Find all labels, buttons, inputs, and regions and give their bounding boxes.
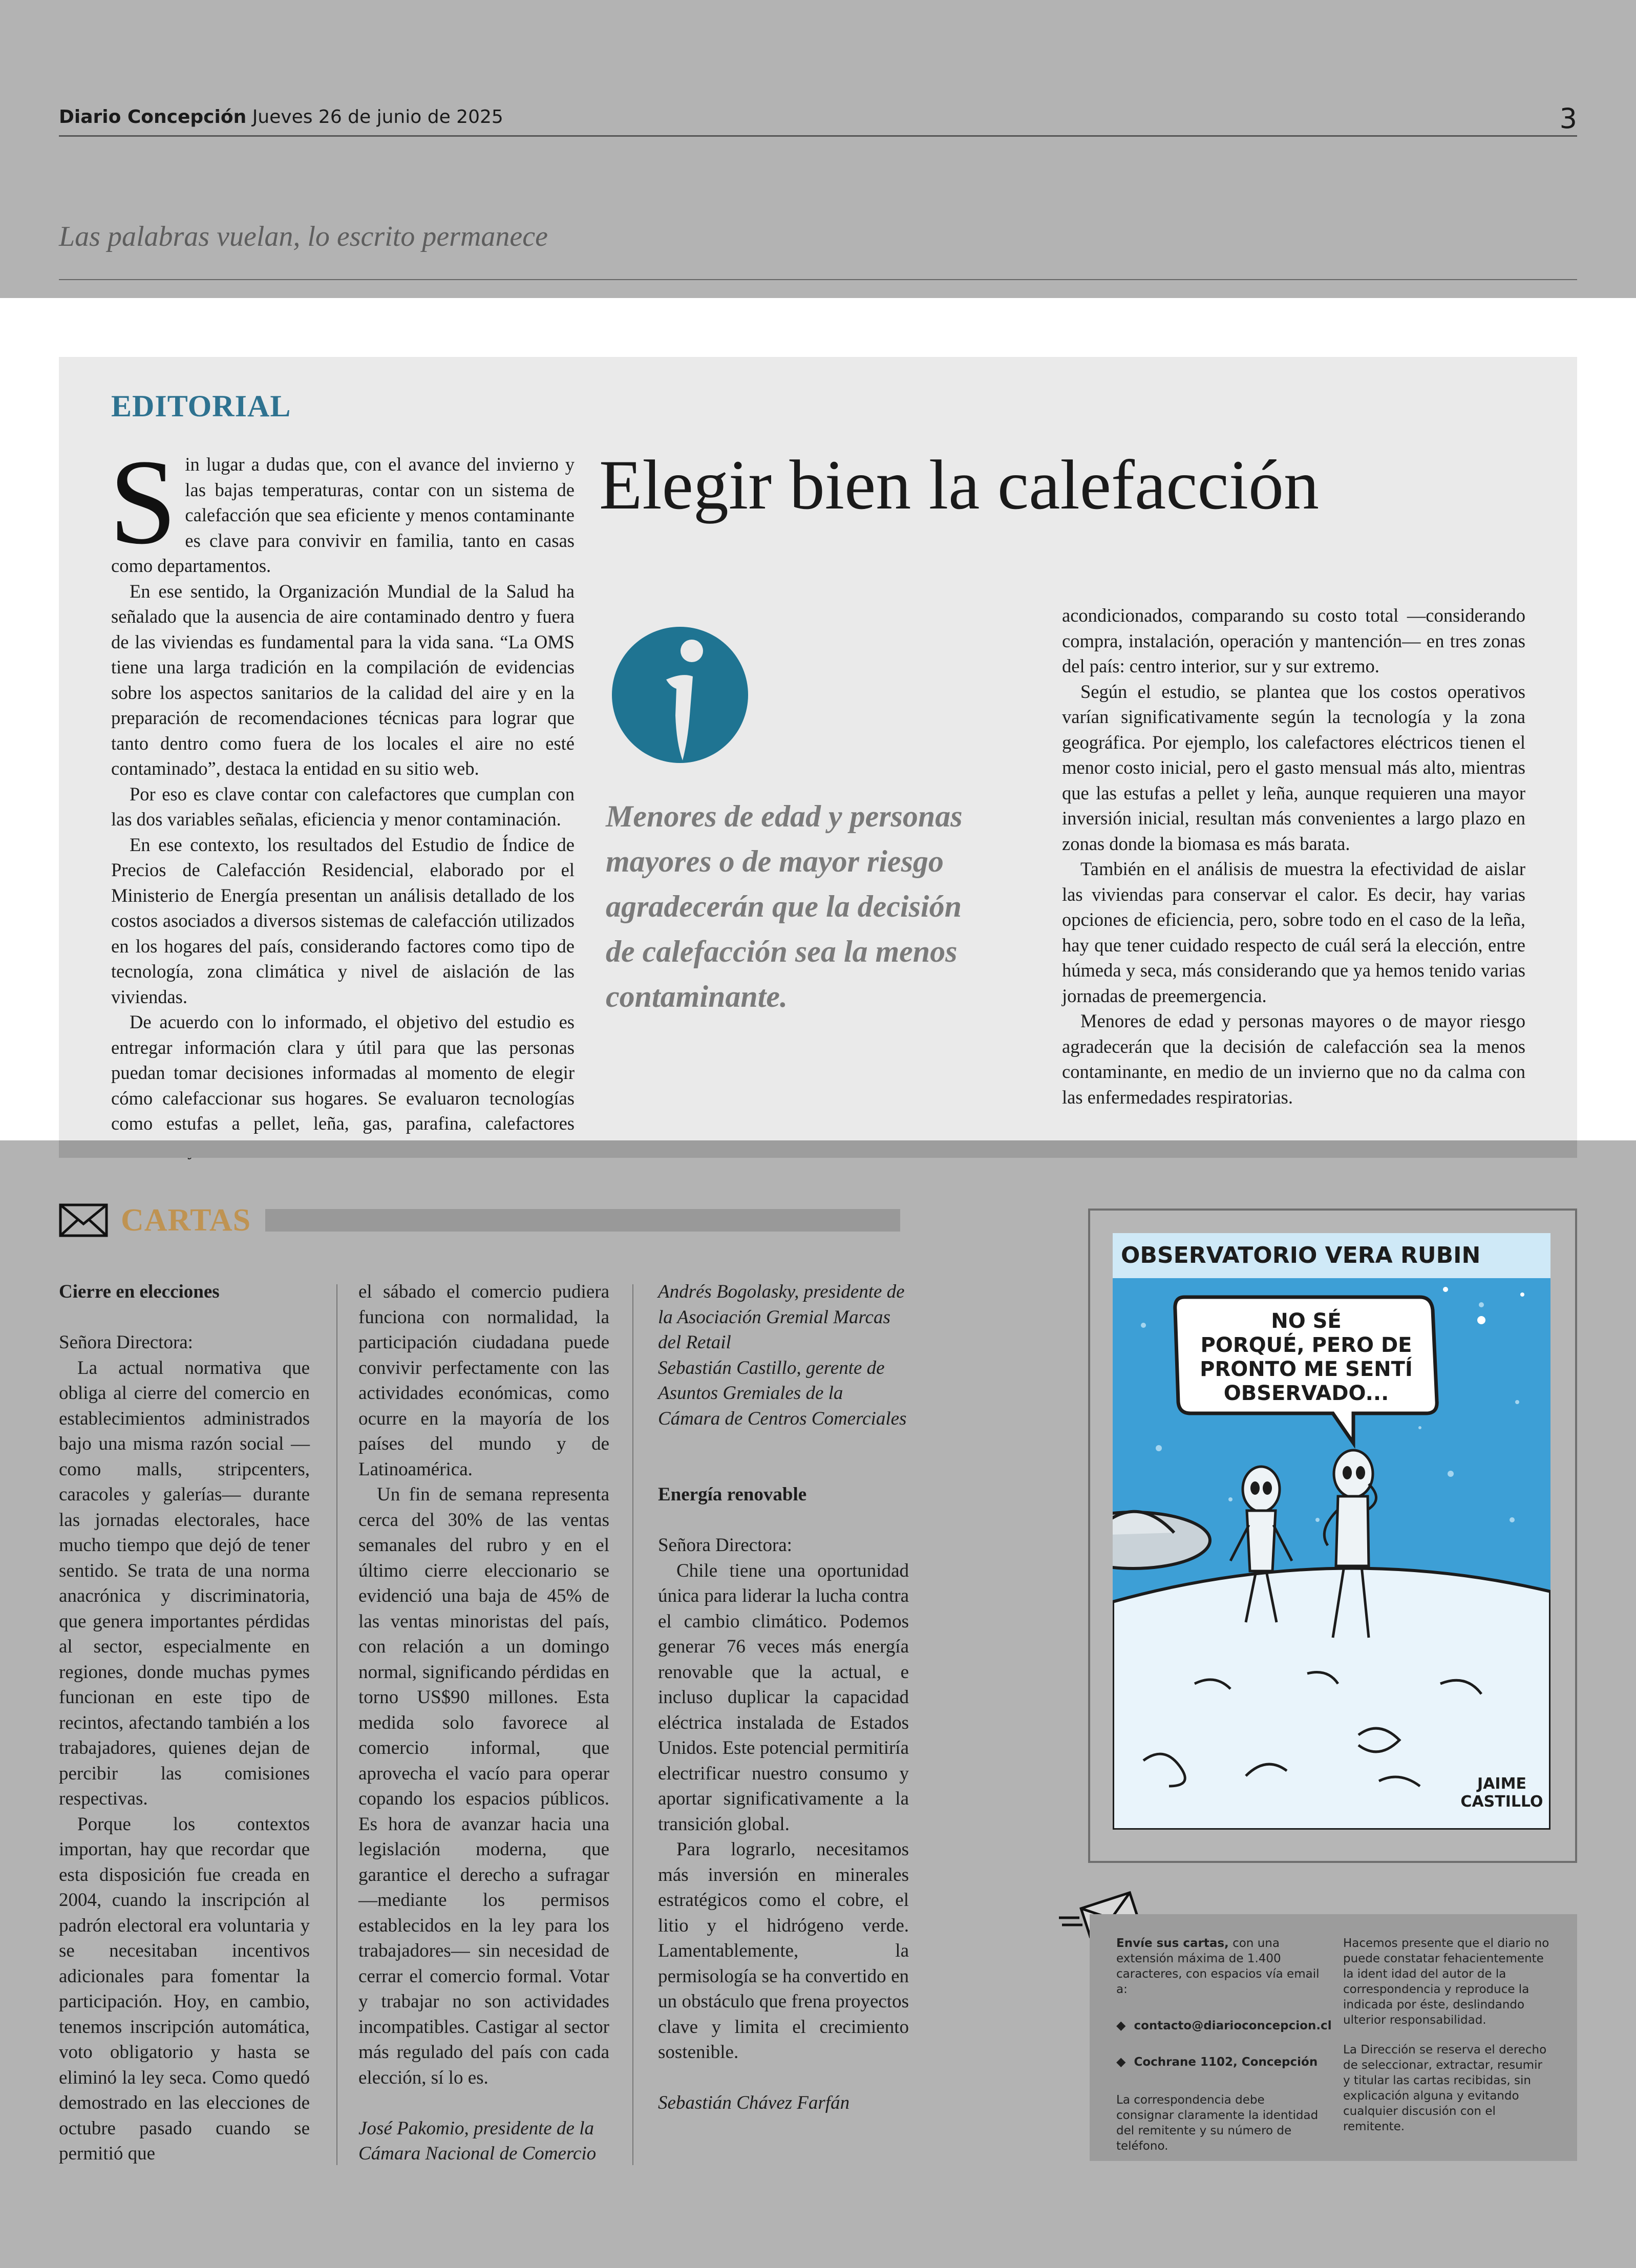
editorial-bottom-rule	[59, 1140, 1577, 1158]
info-note: La correspondencia debe consignar claramente la identidad del remitente y su número de teléfono.	[1116, 2093, 1319, 2153]
info-note: La Dirección se reserva el derecho de seleccionar, extractar, resumir y titular las cartas recibidas, sin explicación alguna y evitando cualquier discusión con el remitente.	[1343, 2043, 1547, 2133]
contact-email[interactable]: ◆ contacto@diarioconcepcion.cl	[1116, 2018, 1324, 2033]
letter-signature: Sebastián Chávez Farfán	[658, 2092, 850, 2113]
letter-signature: Andrés Bogolasky, presidente de la Asociación Gremial Marcas del Retail	[658, 1281, 905, 1353]
editorial-paragraph: También en el análisis de muestra la efectividad de aislar las viviendas para conservar el calor. Es decir, hay varias opciones de eficiencia, pero, sobre todo en el caso de la leña, hay que tener cuidado respecto de cuál será la elección, entre húmeda y seca, más considerando que ya hemos tenido varias jornadas de preemergencia.	[1062, 858, 1525, 1006]
cartas-label: CARTAS	[121, 1203, 251, 1238]
page-header	[59, 102, 1577, 137]
editorial-band	[0, 298, 1636, 1140]
letter-paragraph: Un fin de semana representa cerca del 30% de las ventas semanales del rubro y en el último cierre eleccionario se evidenció una baja de 45% de las ventas minoristas del país, con relación a un domingo normal, significando pérdidas en torno US$90 millones. Esta medida solo favorece al comercio informal, que aprovecha el vacío para operar copando los espacios públicos. Es hora de avanzar hacia una legislación moderna, que garantice el derecho a sufragar —mediante los permisos establecidos en la ley para los trabajadores— sin necesidad de cerrar el comercio formal. Votar y trabajar no son actividades incompatibles. Castigar al sector más regulado del país con cada elección, sí lo es.	[358, 1484, 609, 2088]
info-column-right	[1343, 1936, 1550, 2134]
cartoon-title: OBSERVATORIO VERA RUBIN	[1121, 1242, 1481, 1268]
issue-date: Jueves 26 de junio de 2025	[252, 107, 503, 128]
motto-text: Las palabras vuelan, lo escrito permanece	[59, 221, 548, 252]
speech-line: OBSERVADO...	[1223, 1382, 1389, 1405]
column-divider	[336, 1284, 337, 2165]
first-paragraph-text: in lugar a dudas que, con el avance del invierno y las bajas temperaturas, contar con un sistema de calefacción que sea eficiente y menos contaminante es clave para convivir en familia, tanto en casas como departamentos.	[111, 454, 575, 576]
editorial-paragraph: Según el estudio, se plantea que los costos operativos varían significativamente según la tecnología y la zona geográfica. Por ejemplo, los calefactores eléctricos tienen el menor costo inicial, pero el gasto mensual más alto, mientras que las estufas a pellet y leña, aunque requieren una mayor inversión inicial, resultan más convenientes a largo plazo en zonas donde la biomasa es más barata.	[1062, 681, 1525, 854]
info-lead	[1116, 1936, 1324, 1997]
editorial-column-3	[1062, 603, 1525, 1110]
editorial-title: Elegir bien la calefacción	[599, 446, 1320, 524]
speech-line: PORQUÉ, PERO DE	[1200, 1333, 1412, 1357]
info-icon	[611, 623, 749, 767]
letters-column-2	[358, 1279, 609, 2167]
speech-line: PRONTO ME SENTÍ	[1200, 1358, 1413, 1381]
editorial-paragraph: En ese sentido, la Organización Mundial de la Salud ha señalado que la ausencia de aire contaminado dentro y fuera de las viviendas es fundamental para la vida sana. “La OMS tiene una larga tradición en la compilación de evidencias sobre los aspectos sanitarios de la calidad del aire y en la preparación de recomendaciones técnicas para lograr que tanto dentro como fuera de los locales el aire no esté contaminado”, destaca la entidad en su sitio web.	[111, 580, 575, 779]
editorial-paragraph: Menores de edad y personas mayores o de mayor riesgo agradecerán que la decisión de calefacción sea la menos contaminante, en medio de un invierno que no da calma con las enfermedades respiratorias.	[1062, 1010, 1525, 1108]
editorial-first-paragraph	[109, 435, 575, 579]
editorial-continuation: acondicionados, comparando su costo total —considerando compra, instalación, operación y mantención— en tres zonas del país: centro interior, sur y sur extremo.	[1062, 605, 1525, 676]
letter-signature: José Pakomio, presidente de la Cámara Nacional de Comercio	[358, 2117, 597, 2164]
letters-column-3	[658, 1279, 909, 2116]
letters-column-1	[59, 1279, 310, 2167]
contact-address: ◆ Cochrane 1102, Concepción	[1116, 2054, 1324, 2070]
section-motto	[59, 220, 1577, 280]
cartas-header-bar	[265, 1209, 900, 1232]
info-note: Hacemos presente que el diario no puede constatar fehacientemente la ident idad del autor de la correspondencia y reproduce la indicada por éste, deslindando ulterior responsabilidad.	[1343, 1937, 1549, 2027]
info-column-left	[1116, 1936, 1332, 2154]
letter-salutation: Señora Directora:	[59, 1332, 193, 1353]
letter-continuation: el sábado el comercio pudiera funciona con normalidad, la participación ciudadana puede convivir perfectamente con las actividades económicas, como ocurre en la mayoría de los países del mundo y de Latinoamérica.	[358, 1281, 609, 1480]
envelope-icon	[59, 1203, 108, 1237]
letter-salutation: Señora Directora:	[658, 1535, 792, 1556]
letters-info-box	[1090, 1914, 1577, 2161]
header-masthead	[59, 107, 503, 128]
letter-paragraph: La actual normativa que obliga al cierre del comercio en establecimientos administrados bajo una misma razón social —como malls, stripcenters, caracoles y galerías— durante las jornadas electorales, hace mucho tiempo que dejó de tener sentido. Se trata de una norma anacrónica y discriminatoria, que genera importantes pérdidas al sector, especialmente en regiones, donde muchas pymes funcionan en este tipo de recintos, afectando también a los trabajadores, quienes dejan de percibir las comisiones respectivas.	[59, 1357, 310, 1809]
letter-paragraph: Para lograrlo, necesitamos más inversión en minerales estratégicos como el cobre, el litio y el hidrógeno verde. Lamentablemente, la permisología se ha convertido en un obstáculo que frena proyectos clave y limita el crecimiento sostenible.	[658, 1839, 909, 2063]
column-divider	[632, 1284, 633, 2165]
cartoon-signature: CASTILLO	[1460, 1793, 1543, 1811]
editorial-column-1	[109, 435, 575, 1161]
cartoon-illustration	[1113, 1233, 1550, 1830]
letter-title: Cierre en elecciones	[59, 1281, 220, 1302]
cartoon-signature: JAIME	[1477, 1775, 1526, 1793]
letter-title: Energía renovable	[658, 1484, 807, 1505]
letter-signature: Sebastián Castillo, gerente de Asuntos Gremiales de la Cámara de Centros Comerciales	[658, 1357, 907, 1429]
page-number: 3	[1559, 102, 1577, 135]
pull-quote: Menores de edad y personas mayores o de mayor riesgo agradecerán que la decisión de calefacción sea la menos contaminante.	[606, 799, 963, 1013]
letter-paragraph: Porque los contextos importan, hay que recordar que esta disposición fue creada en 2004, cuando la inscripción al padrón electoral era voluntaria y se necesitaban incentivos adicionales para fomentar la participación. Hoy, en cambio, tenemos inscripción automática, voto obligatorio y hasta se eliminó la ley seca. Como quedó demostrado en las elecciones de octubre pasado cuando se permitió que	[59, 1813, 310, 2164]
editorial-label: EDITORIAL	[111, 389, 291, 423]
newspaper-name: Diario Concepción	[59, 107, 247, 128]
info-lead-bold: Envíe sus cartas,	[1116, 1937, 1229, 1950]
info-lead-text: con una extensión máxima de 1.400 caracteres, con espacios vía email a:	[1116, 1937, 1320, 1996]
editorial-paragraph: De acuerdo con lo informado, el objetivo del estudio es entregar información clara y útil para que las personas puedan tomar decisiones informadas al momento de elegir cómo calefaccionar sus hogares. Se evaluaron tecnologías como estufas a pellet, leña, gas, parafina, calefactores	[111, 1011, 575, 1134]
editorial-paragraph: Por eso es clave contar con calefactores que cumplan con las dos variables señalas, eficiencia y menor contaminación.	[111, 783, 575, 830]
drop-cap: S	[109, 435, 177, 569]
speech-line: NO SÉ	[1271, 1309, 1342, 1333]
letter-paragraph: Chile tiene una oportunidad única para liderar la lucha contra el cambio climático. Podemos generar 76 veces más energía renovable que la actual, e incluso duplicar la capacidad eléctrica instalada de Estados Unidos. Este potencial permitiría electrificar nuestro consumo y aportar significativamente a la transición global.	[658, 1560, 909, 1835]
editorial-box	[59, 357, 1577, 1140]
editorial-paragraph: En ese contexto, los resultados del Estudio de Índice de Precios de Calefacción Residencial, elaborado por el Ministerio de Energía presentan un análisis detallado de los costos asociados a diversos sistemas de calefacción utilizados en los hogares del país, considerando factores como tipo de tecnología, zona climática y nivel de aislación de las viviendas.	[111, 834, 575, 1007]
